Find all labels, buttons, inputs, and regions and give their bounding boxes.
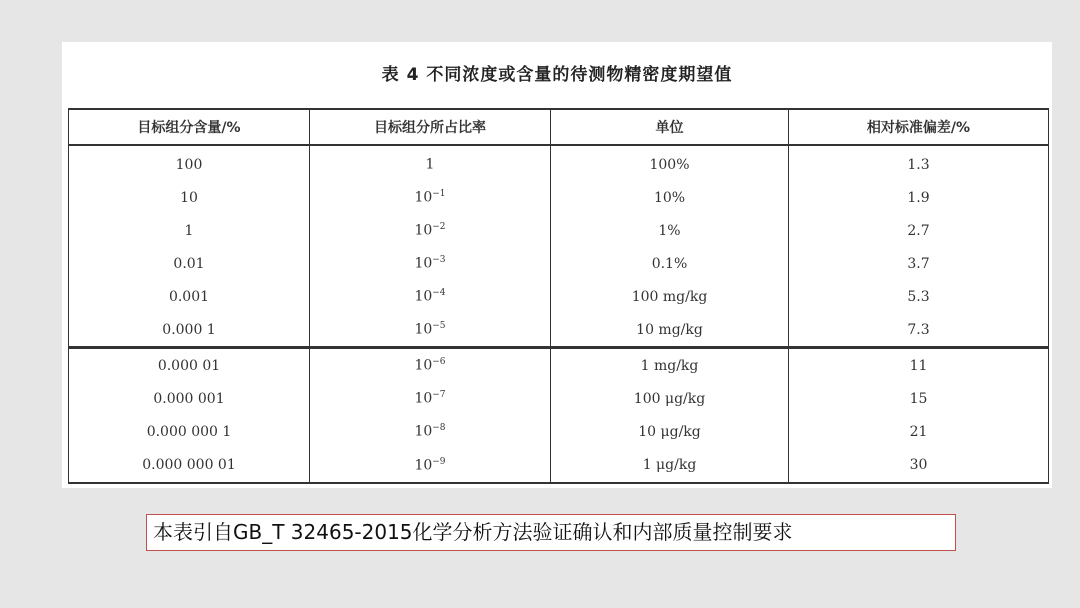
cell-rsd: 15 bbox=[789, 382, 1049, 415]
cell-ratio: $10^{-1}$ bbox=[310, 181, 551, 214]
cell-rsd: 1.9 bbox=[789, 181, 1049, 214]
table-row bbox=[69, 181, 1049, 214]
cell-rsd: 30 bbox=[789, 448, 1049, 483]
table-row bbox=[69, 348, 1049, 383]
cell-ratio: $10^{-6}$ bbox=[310, 348, 551, 383]
cell-ratio: $10^{-9}$ bbox=[310, 448, 551, 483]
cell-content: 0.001 bbox=[69, 280, 310, 313]
cell-unit: 1 μg/kg bbox=[551, 448, 789, 483]
cell-content: 1 bbox=[69, 214, 310, 247]
cell-unit: 10% bbox=[551, 181, 789, 214]
cell-content: 100 bbox=[69, 145, 310, 181]
cell-rsd: 11 bbox=[789, 348, 1049, 383]
cell-unit: 10 mg/kg bbox=[551, 313, 789, 348]
header-target-ratio: 目标组分所占比率 bbox=[310, 109, 551, 145]
cell-rsd: 21 bbox=[789, 415, 1049, 448]
cell-rsd: 7.3 bbox=[789, 313, 1049, 348]
cell-ratio: $10^{-8}$ bbox=[310, 415, 551, 448]
cell-rsd: 2.7 bbox=[789, 214, 1049, 247]
cell-rsd: 3.7 bbox=[789, 247, 1049, 280]
cell-unit: 1% bbox=[551, 214, 789, 247]
table-header-row bbox=[69, 109, 1049, 145]
cell-unit: 1 mg/kg bbox=[551, 348, 789, 383]
cell-unit: 100 μg/kg bbox=[551, 382, 789, 415]
header-rsd: 相对标准偏差/% bbox=[789, 109, 1049, 145]
cell-unit: 10 μg/kg bbox=[551, 415, 789, 448]
cell-ratio: $10^{-7}$ bbox=[310, 382, 551, 415]
precision-table bbox=[68, 108, 1049, 484]
table-row bbox=[69, 313, 1049, 348]
cell-unit: 100 mg/kg bbox=[551, 280, 789, 313]
cell-content: 0.000 01 bbox=[69, 348, 310, 383]
cell-ratio: $10^{-5}$ bbox=[310, 313, 551, 348]
cell-content: 0.01 bbox=[69, 247, 310, 280]
cell-ratio: 1 bbox=[310, 145, 551, 181]
cell-content: 0.000 000 01 bbox=[69, 448, 310, 483]
table-row bbox=[69, 247, 1049, 280]
cell-content: 0.000 1 bbox=[69, 313, 310, 348]
cell-unit: 100% bbox=[551, 145, 789, 181]
cell-ratio: $10^{-2}$ bbox=[310, 214, 551, 247]
cell-content: 0.000 000 1 bbox=[69, 415, 310, 448]
table-row bbox=[69, 280, 1049, 313]
cell-rsd: 1.3 bbox=[789, 145, 1049, 181]
cell-rsd: 5.3 bbox=[789, 280, 1049, 313]
table-row bbox=[69, 415, 1049, 448]
cell-content: 10 bbox=[69, 181, 310, 214]
header-unit: 单位 bbox=[551, 109, 789, 145]
source-note: 本表引自GB_T 32465-2015化学分析方法验证确认和内部质量控制要求 bbox=[146, 514, 956, 551]
table-title: 表 4 不同浓度或含量的待测物精密度期望值 bbox=[381, 65, 733, 85]
cell-ratio: $10^{-3}$ bbox=[310, 247, 551, 280]
cell-unit: 0.1% bbox=[551, 247, 789, 280]
cell-ratio: $10^{-4}$ bbox=[310, 280, 551, 313]
table-row bbox=[69, 145, 1049, 181]
table-row bbox=[69, 214, 1049, 247]
table-row bbox=[69, 382, 1049, 415]
cell-content: 0.000 001 bbox=[69, 382, 310, 415]
table-row bbox=[69, 448, 1049, 483]
table-image bbox=[62, 42, 1052, 488]
header-target-content: 目标组分含量/% bbox=[69, 109, 310, 145]
